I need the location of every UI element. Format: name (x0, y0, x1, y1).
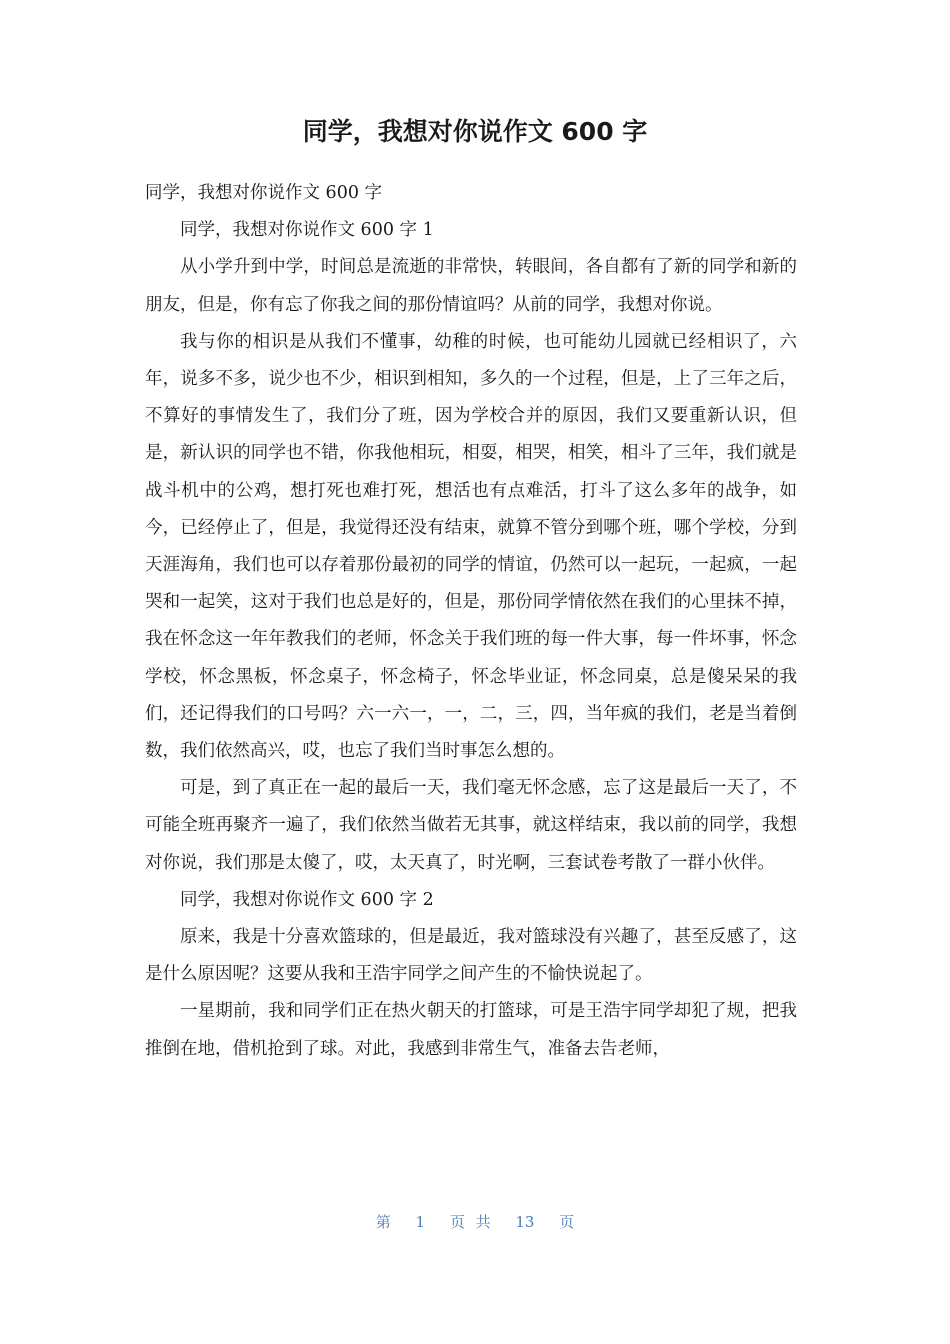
paragraph: 从小学升到中学，时间总是流逝的非常快，转眼间，各自都有了新的同学和新的朋友，但是，你有忘了你我之间的那份情谊吗？从前的同学，我想对你说。 (145, 257, 797, 315)
total-pages: 13 (515, 1213, 535, 1231)
paragraph: 可是，到了真正在一起的最后一天，我们毫无怀念感，忘了这是最后一天了，不可能全班再聚齐一遍了，我们依然当做若无其事，就这样结束，我以前的同学，我想对你说，我们那是太傻了，哎，太天真了，时光啊，三套试卷考散了一群小伙伴。 (145, 778, 797, 873)
footer-prefix: 第 (375, 1213, 391, 1231)
page-footer (0, 1210, 950, 1234)
footer-mid: 页 共 (449, 1213, 491, 1231)
paragraph: 一星期前，我和同学们正在热火朝天的打篮球，可是王浩宇同学却犯了规，把我推倒在地，借机抢到了球。对此，我感到非常生气，准备去告老师， (145, 1001, 797, 1059)
paragraph: 我与你的相识是从我们不懂事，幼稚的时候，也可能幼儿园就已经相识了，六年，说多不多，说少也不少，相识到相知，多久的一个过程，但是，上了三年之后，不算好的事情发生了，我们分了班，因为学校合并的原因，我们又要重新认识，但是，新认识的同学也不错，你我他相玩，相耍，相哭，相笑，相斗了三年，我们就是战斗机中的公鸡，想打死也难打死，想活也有点难活，打斗了这么多年的战争，如今，已经停止了，但是，我觉得还没有结束，就算不管分到哪个班，哪个学校，分到天涯海角，我们也可以存着那份最初的同学的情谊，仍然可以一起玩，一起疯，一起哭和一起笑，这对于我们也总是好的，但是，那份同学情依然在我们的心里抹不掉，我在怀念这一年年教我们的老师，怀念关于我们班的每一件大事，每一件坏事，怀念学校，怀念黑板，怀念桌子，怀念椅子，怀念毕业证，怀念同桌，总是傻呆呆的我们，还记得我们的口号吗？六一六一，一，二，三，四，当年疯的我们，老是当着倒数，我们依然高兴，哎，也忘了我们当时事怎么想的。 (145, 331, 797, 762)
document-title: 同学，我想对你说作文 600 字 (302, 117, 648, 146)
document-body (145, 175, 797, 1068)
paragraph: 同学，我想对你说作文 600 字 (145, 183, 383, 203)
section-heading: 同学，我想对你说作文 600 字 2 (180, 889, 434, 910)
section-heading: 同学，我想对你说作文 600 字 1 (180, 220, 434, 241)
page-number: 1 (415, 1213, 426, 1231)
footer-suffix: 页 (559, 1213, 575, 1231)
paragraph: 原来，我是十分喜欢篮球的，但是最近，我对篮球没有兴趣了，甚至反感了，这是什么原因呢？这要从我和王浩宇同学之间产生的不愉快说起了。 (145, 927, 797, 985)
